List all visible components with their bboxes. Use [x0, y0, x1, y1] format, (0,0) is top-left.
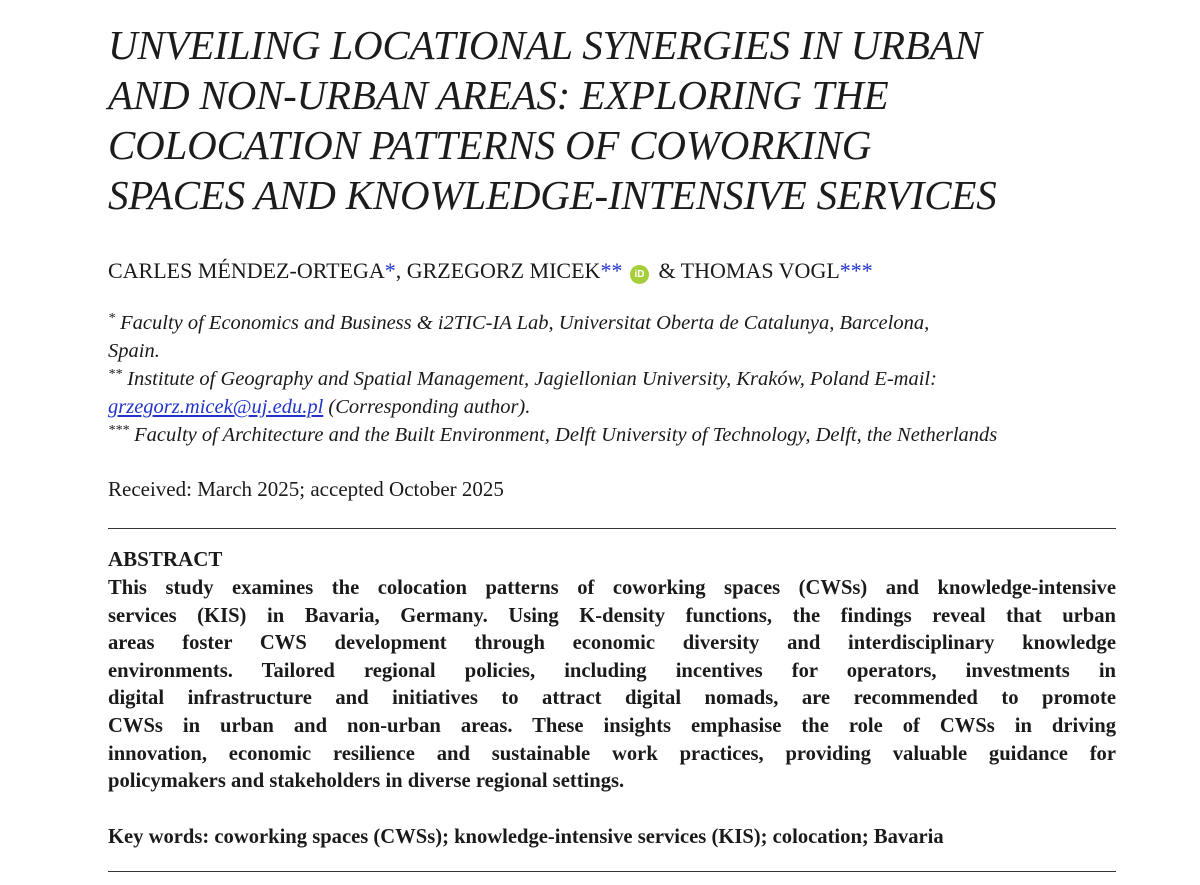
- corresponding-email-link[interactable]: grzegorz.micek@uj.edu.pl: [108, 396, 324, 418]
- affiliation-note: (Corresponding author).: [323, 396, 531, 418]
- abstract-line: environments. Tailored regional policies, including incentives for operators, investments in: [108, 659, 1116, 682]
- orcid-icon[interactable]: iD: [630, 265, 649, 284]
- title-line: UNVEILING LOCATIONAL SYNERGIES IN URBAN: [108, 22, 982, 68]
- abstract-body: [108, 575, 1116, 796]
- title-line: SPACES AND KNOWLEDGE-INTENSIVE SERVICES: [108, 172, 997, 218]
- affiliation-mark: ***: [108, 423, 129, 438]
- author-footnote-mark[interactable]: ***: [839, 258, 873, 283]
- abstract-line: policymakers and stakeholders in diverse regional settings.: [108, 770, 625, 793]
- abstract-line: digital infrastructure and initiatives to attract digital nomads, are recommended to promote: [108, 687, 1116, 710]
- affiliation-mark: **: [108, 367, 122, 382]
- abstract-line: This study examines the colocation patterns of coworking spaces (CWSs) and knowledge-intensive: [108, 577, 1116, 599]
- abstract-line: services (KIS) in Bavaria, Germany. Using K-density functions, the findings reveal that urban: [108, 604, 1116, 627]
- affiliation-3: [108, 421, 1118, 449]
- affiliation-text: Institute of Geography and Spatial Management, Jagiellonian University, Kraków, Poland E-mail:: [127, 368, 937, 390]
- author-conjunction: &: [658, 258, 676, 283]
- affiliation-text: Spain.: [108, 340, 160, 362]
- keywords: Key words: coworking spaces (CWSs); knowledge-intensive services (KIS); colocation; Bavaria: [108, 826, 944, 848]
- title-line: COLOCATION PATTERNS OF COWORKING: [108, 122, 872, 168]
- affiliation-1: [108, 309, 1118, 365]
- affiliations: [108, 309, 1118, 449]
- abstract-line: areas foster CWS development through economic diversity and interdisciplinary knowledge: [108, 632, 1116, 655]
- author-name: CARLES MÉNDEZ-ORTEGA: [108, 258, 385, 283]
- paper-title: [108, 20, 1116, 220]
- abstract-line: innovation, economic resilience and sustainable work practices, providing valuable guidance for: [108, 742, 1116, 765]
- affiliation-mark: *: [108, 311, 115, 326]
- author-footnote-mark[interactable]: **: [600, 258, 623, 283]
- affiliation-text: Faculty of Architecture and the Built Environment, Delft University of Technology, Delft, the Netherlands: [134, 424, 998, 446]
- author-list: [108, 258, 873, 284]
- author-name: GRZEGORZ MICEK: [406, 258, 601, 283]
- affiliation-text: Faculty of Economics and Business & i2TIC-IA Lab, Universitat Oberta de Catalunya, Barcelona,: [120, 312, 930, 334]
- abstract-heading: ABSTRACT: [108, 547, 223, 571]
- received-dates: Received: March 2025; accepted October 2025: [108, 477, 504, 501]
- title-line: AND NON-URBAN AREAS: EXPLORING THE: [108, 72, 889, 118]
- divider: [108, 871, 1116, 872]
- author-separator: ,: [395, 258, 407, 283]
- author-name: THOMAS VOGL: [680, 258, 840, 283]
- divider: [108, 528, 1116, 529]
- author-footnote-mark[interactable]: *: [384, 258, 396, 283]
- abstract-line: CWSs in urban and non-urban areas. These insights emphasise the role of CWSs in driving: [108, 714, 1116, 737]
- affiliation-2: [108, 365, 1118, 421]
